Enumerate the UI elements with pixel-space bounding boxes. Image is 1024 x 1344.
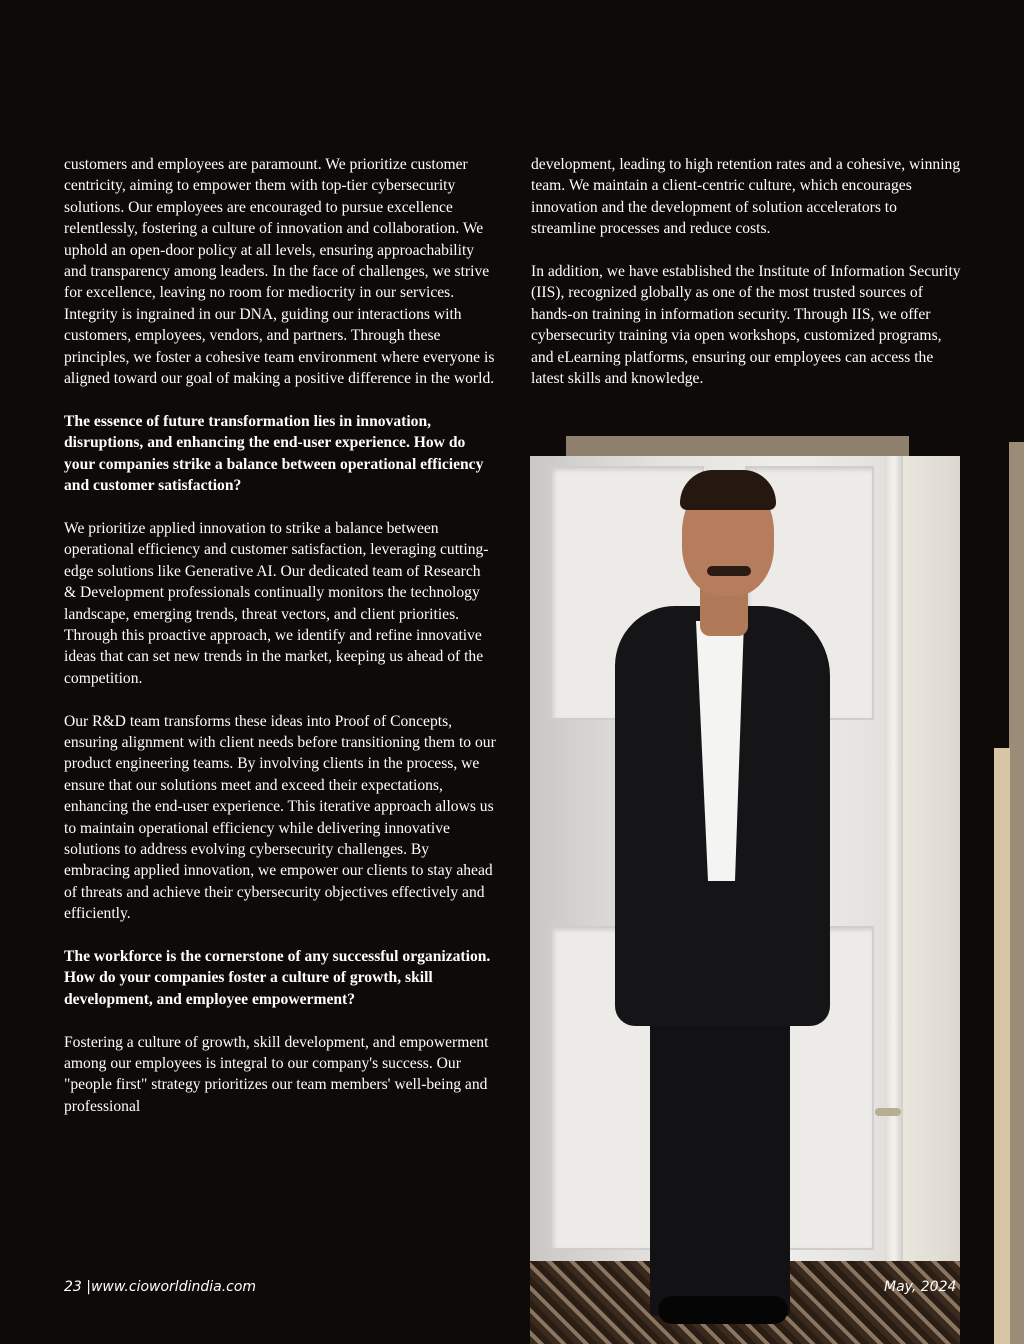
door-frame: [885, 456, 903, 1296]
interview-question: The workforce is the cornerstone of any successful organization. How do your companies foster a culture of growth, skill development, and employee empowerment?: [64, 947, 491, 1008]
door-handle: [875, 1108, 901, 1116]
interview-question: The essence of future transformation lies in innovation, disruptions, and enhancing the end-user experience. How do your companies strike a balance between operational efficiency and customer satisfaction?: [64, 412, 484, 495]
person-shoes: [658, 1296, 788, 1324]
person-hair: [680, 470, 776, 510]
wall: [903, 456, 960, 1296]
paragraph: In addition, we have established the Institute of Information Security (IIS), recognized globally as one of the most trusted sources of hands-on training in information security. Through IIS, we offer cybersecurity training via open workshops, customized programs, and eLearning platforms, ensuring our employees can access the latest skills and knowledge.: [531, 263, 961, 388]
paragraph: Fostering a culture of growth, skill development, and empowerment among our employees is integral to our company's success. Our "people first" strategy prioritizes our team members' well-being and professional: [64, 1033, 489, 1115]
footer-date: May, 2024: [884, 1279, 957, 1295]
decorative-side-strip-light: [994, 748, 1010, 1344]
person-moustache: [707, 566, 751, 576]
person-trousers: [650, 976, 790, 1316]
paragraph: We prioritize applied innovation to strike a balance between operational efficiency and customer satisfaction, leveraging cutting-edge solutions like Generative AI. Our dedicated team of Research & Development professionals continually monitors the technology landscape, emerging trends, threat vectors, and client priorities. Through this proactive approach, we identify and refine innovative ideas that can set new trends in the market, keeping us ahead of the competition.: [64, 519, 489, 687]
paragraph: customers and employees are paramount. We prioritize customer centricity, aiming to empower them with top-tier cybersecurity solutions. Our employees are encouraged to pursue excellence relentlessly, fostering a culture of innovation and collaboration. We uphold an open-door policy at all levels, ensuring approachability and transparency among leaders. In the face of challenges, we strive for excellence, leaving no room for mediocrity in our services. Integrity is ingrained in our DNA, guiding our interactions with customers, employees, vendors, and partners. Through these principles, we foster a cohesive team environment where everyone is aligned toward our goal of making a positive difference in the world.: [64, 156, 495, 388]
article-right-column: [531, 154, 963, 411]
article-left-column: [64, 154, 496, 1139]
decorative-bar: [566, 436, 909, 456]
portrait-photo: [530, 456, 960, 1344]
footer-page-and-url: 23 |www.cioworldindia.com: [64, 1279, 257, 1295]
decorative-side-strip: [1009, 442, 1024, 1344]
paragraph: Our R&D team transforms these ideas into Proof of Concepts, ensuring alignment with client needs before transitioning them to our product engineering teams. By involving clients in the process, we ensure that our solutions meet and exceed their expectations, enhancing the end-user experience. This iterative approach allows us to maintain operational efficiency while delivering innovative solutions to address evolving cybersecurity challenges. By embracing applied innovation, we empower our clients to stay ahead of threats and achieve their cybersecurity objectives effectively and efficiently.: [64, 712, 496, 923]
paragraph: development, leading to high retention rates and a cohesive, winning team. We maintain a client-centric culture, which encourages innovation and the development of solution accelerators to streamline processes and reduce costs.: [531, 156, 961, 238]
